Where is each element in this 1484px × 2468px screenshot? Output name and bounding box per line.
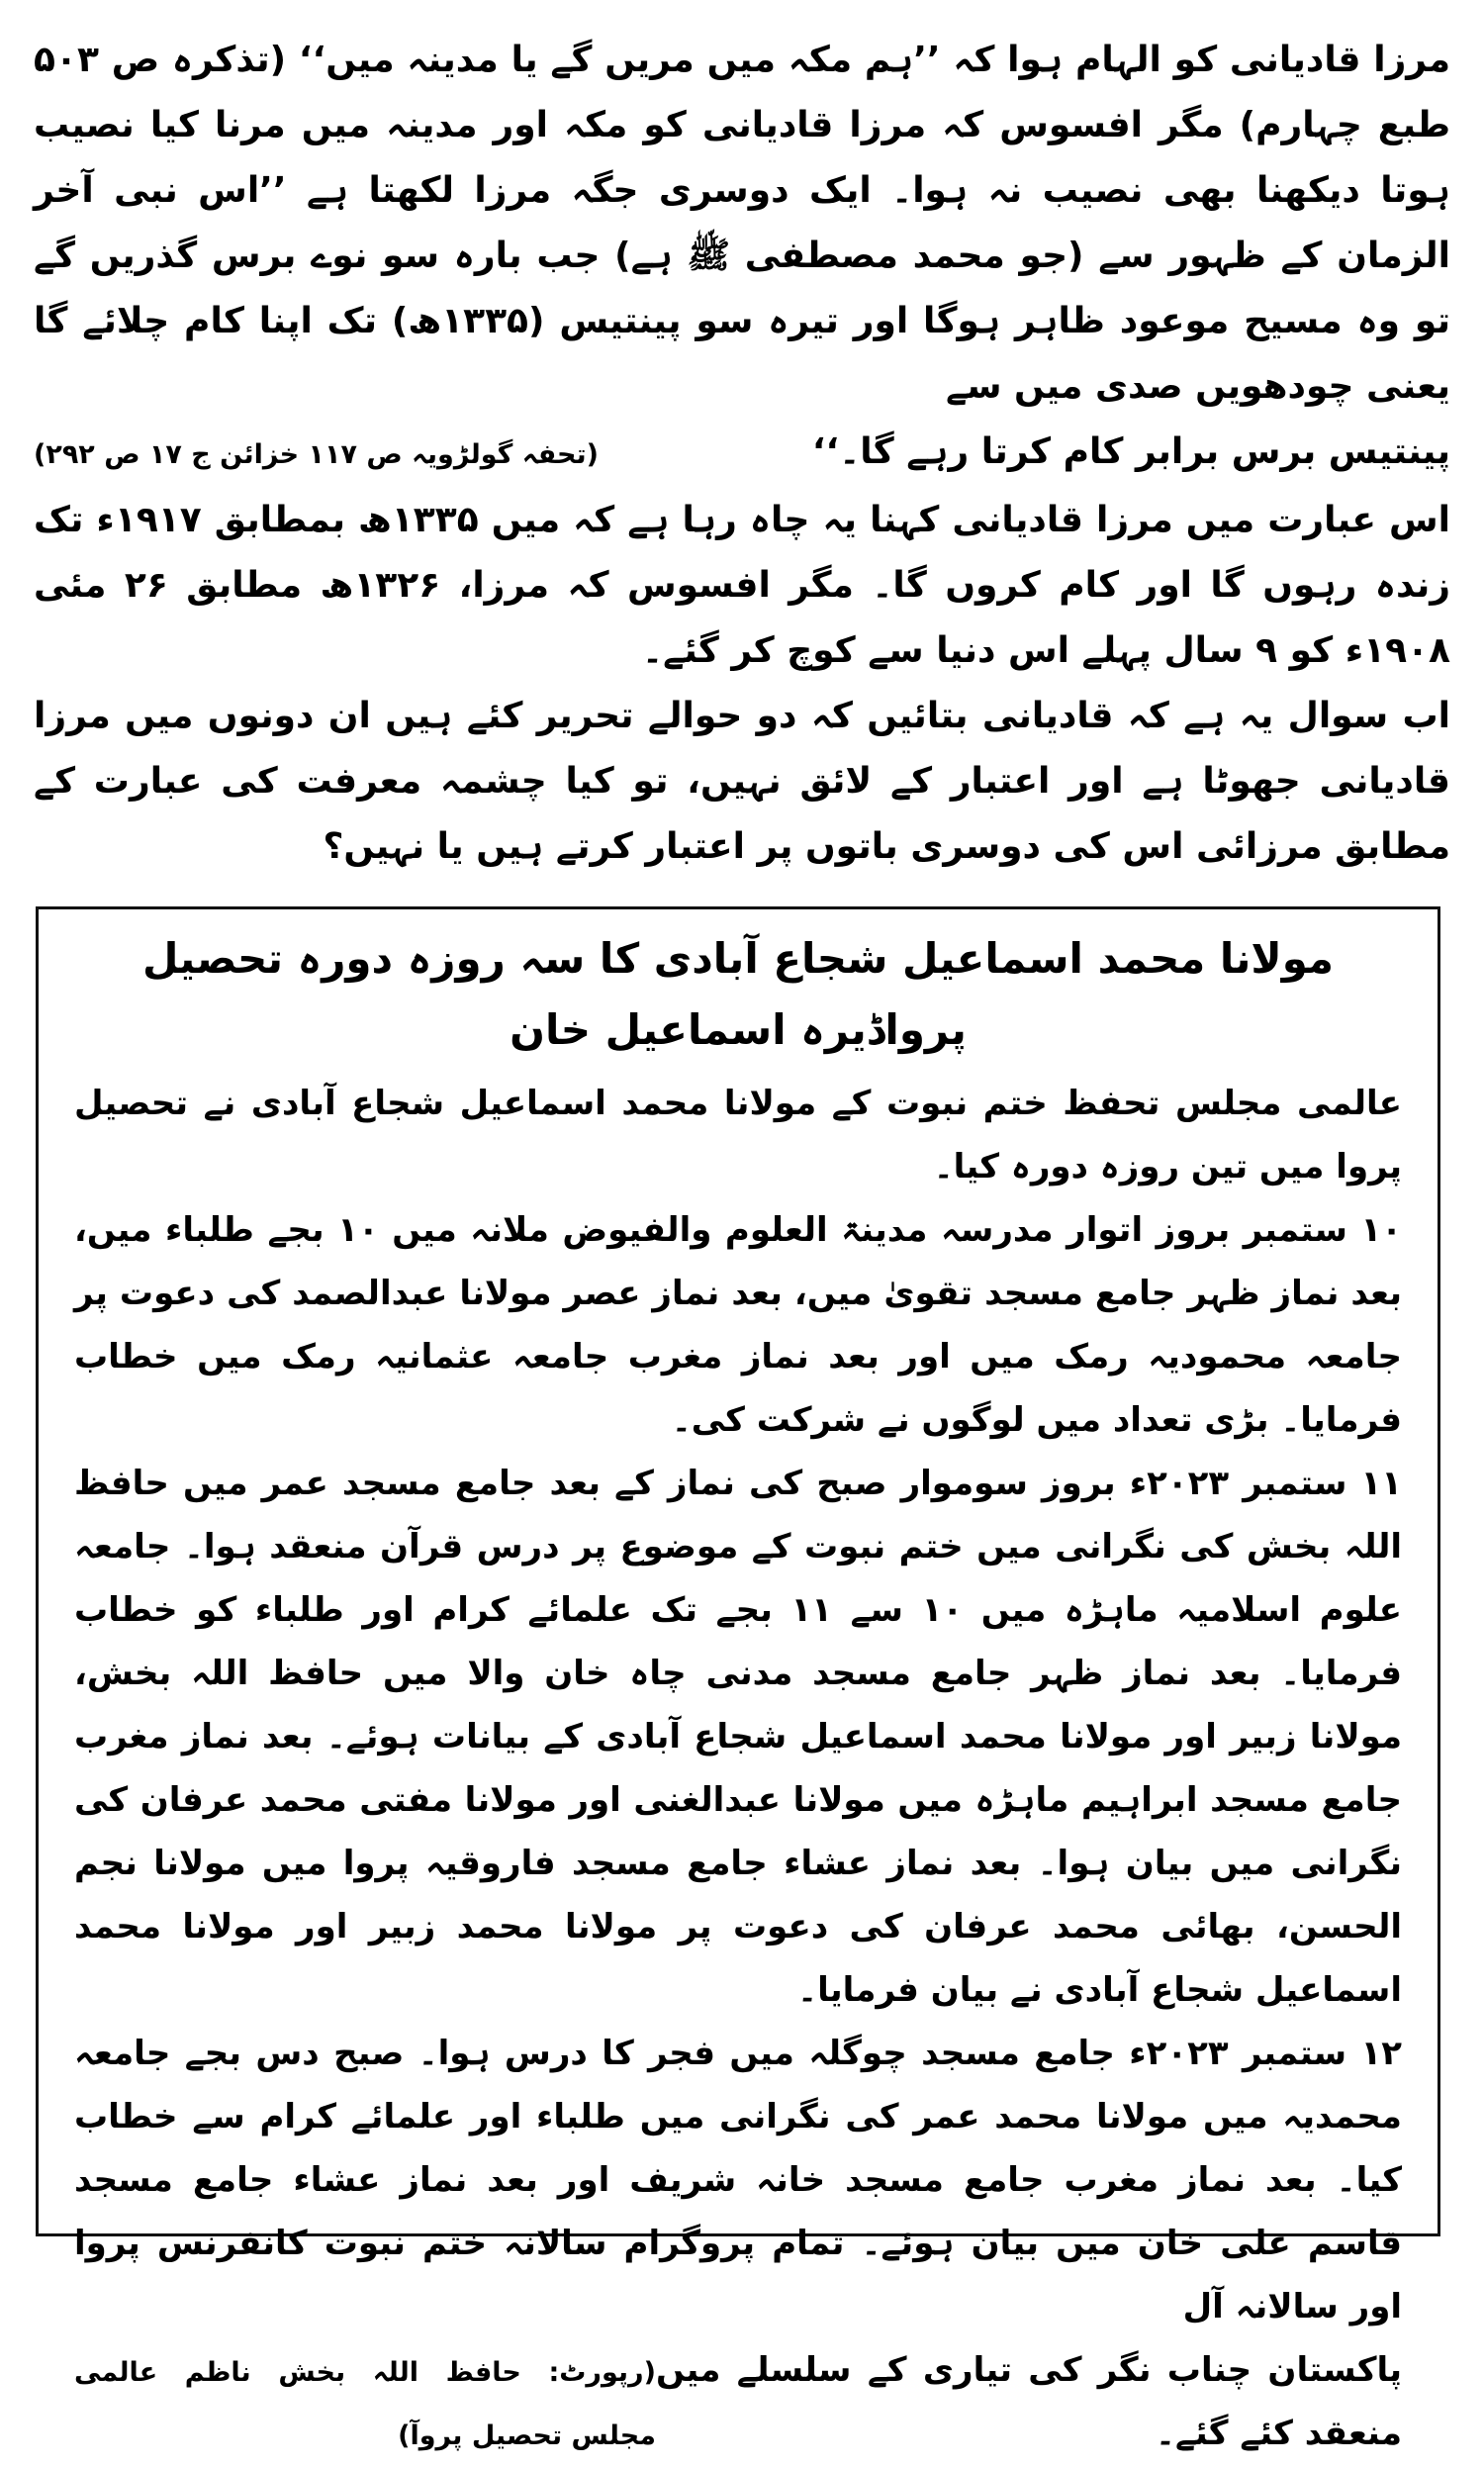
article-paragraph-2: اس عبارت میں مرزا قادیانی کہنا یہ چاہ رہا ہے کہ میں ۱۳۳۵ھ بمطابق ۱۹۱۷ء تک زندہ رہوں گا اور کام کروں گا۔ مگر افسوس کہ مرزا، ۱۳۲۶ھ مطابق ۲۶ مئی ۱۹۰۸ء کو ۹ سال پہلے اس دنیا سے کوچ کر گئے۔: [34, 500, 1450, 671]
citation-line: [34, 420, 1450, 488]
report-closing-line: [74, 2338, 1402, 2468]
reporter-credit: (رپورٹ: حافظ اللہ بخش ناظم عالمی مجلس تحصیل پروآ): [74, 2357, 656, 2451]
newspaper-page: [30, 28, 1454, 2453]
article-paragraph-1-ending: پینتیس برس برابر کام کرتا رہے گا۔‘‘: [811, 431, 1450, 472]
report-title: مولانا محمد اسماعیل شجاع آبادی کا سہ روزہ دورہ تحصیل پرواڈیرہ اسماعیل خان: [141, 934, 1335, 1054]
report-paragraph-1: عالمی مجلس تحفظ ختم نبوت کے مولانا محمد اسماعیل شجاع آبادی نے تحصیل پروا میں تین روزہ دورہ کیا۔: [74, 1084, 1402, 1187]
article-section: [30, 28, 1454, 880]
report-box: [36, 906, 1440, 2453]
article-paragraph-1: [34, 28, 1450, 420]
report-paragraph-3: ۱۱ ستمبر ۲۰۲۳ء بروز سوموار صبح کی نماز کے بعد جامع مسجد عمر میں حافظ اللہ بخش کی نگرانی میں ختم نبوت کے موضوع پر درس قرآن منعقد ہوا۔ جامعہ علوم اسلامیہ ماہڑہ میں ۱۰ سے ۱۱ بجے تک علمائے کرام اور طلباء کو خطاب فرمایا۔ بعد نماز ظہر جامع مسجد مدنی چاہ خان والا میں حافظ اللہ بخش، مولانا زبیر اور مولانا محمد اسماعیل شجاع آبادی کے بیانات ہوئے۔ بعد نماز مغرب جامع مسجد ابراہیم ماہڑہ میں مولانا عبدالغنی اور مولانا مفتی محمد عرفان کی نگرانی میں بیان ہوا۔ بعد نماز عشاء جامع مسجد فاروقیہ پروا میں مولانا نجم الحسن، بھائی محمد عرفان کی دعوت پر مولانا محمد زبیر اور مولانا محمد اسماعیل شجاع آبادی نے بیان فرمایا۔: [74, 1464, 1402, 2010]
article-paragraph-3: اب سوال یہ ہے کہ قادیانی بتائیں کہ دو حوالے تحریر کئے ہیں ان دونوں میں مرزا قادیانی جھوٹا ہے اور اعتبار کے لائق نہیں، تو کیا چشمہ معرفت کی عبارت کے مطابق مرزائی اس کی دوسری باتوں پر اعتبار کرتے ہیں یا نہیں؟: [34, 696, 1450, 867]
report-paragraph-4: ۱۲ ستمبر ۲۰۲۳ء جامع مسجد چوگلہ میں فجر کا درس ہوا۔ صبح دس بجے جامعہ محمدیہ میں مولانا محمد عمر کی نگرانی میں طلباء اور علمائے کرام سے خطاب کیا۔ بعد نماز مغرب جامع مسجد خانہ شریف اور بعد نماز عشاء جامع مسجد قاسم علی خان میں بیان ہوئے۔ تمام پروگرام سالانہ ختم نبوت کانفرنس پروا اور سالانہ آل: [74, 2034, 1402, 2326]
article-paragraph-1-text: مرزا قادیانی کو الہام ہوا کہ ’’ہم مکہ میں مریں گے یا مدینہ میں‘‘ (تذکرہ ص ۵۰۳ طبع چہارم) مگر افسوس کہ مرزا قادیانی کو مکہ اور مدینہ میں مرنا کیا نصیب ہوتا دیکھنا بھی نصیب نہ ہوا۔ ایک دوسری جگہ مرزا لکھتا ہے ’’اس نبی آخر الزمان کے ظہور سے (جو محمد مصطفی ﷺ ہے) جب بارہ سو نوے برس گذریں گے تو وہ مسیح موعود ظاہر ہوگا اور تیرہ سو پینتیس (۱۳۳۵ھ) تک اپنا کام چلائے گا یعنی چودھویں صدی میں سے: [34, 40, 1451, 407]
report-paragraph-4-ending: پاکستان چناب نگر کی تیاری کے سلسلے میں منعقد کئے گئے۔: [655, 2350, 1402, 2453]
report-body: [74, 1072, 1402, 2468]
report-paragraph-2: ۱۰ ستمبر بروز اتوار مدرسہ مدینۃ العلوم والفیوض ملانہ میں ۱۰ بجے طلباء میں، بعد نماز ظہر جامع مسجد تقویٰ میں، بعد نماز عصر مولانا عبدالصمد کی دعوت پر جامعہ محمودیہ رمک میں اور بعد نماز مغرب جامعہ عثمانیہ رمک میں خطاب فرمایا۔ بڑی تعداد میں لوگوں نے شرکت کی۔: [74, 1210, 1402, 1440]
citation-reference: (تحفہ گولڑویہ ص ۱۱۷ خزائن ج ۱۷ ص ۲۹۲): [34, 439, 599, 470]
